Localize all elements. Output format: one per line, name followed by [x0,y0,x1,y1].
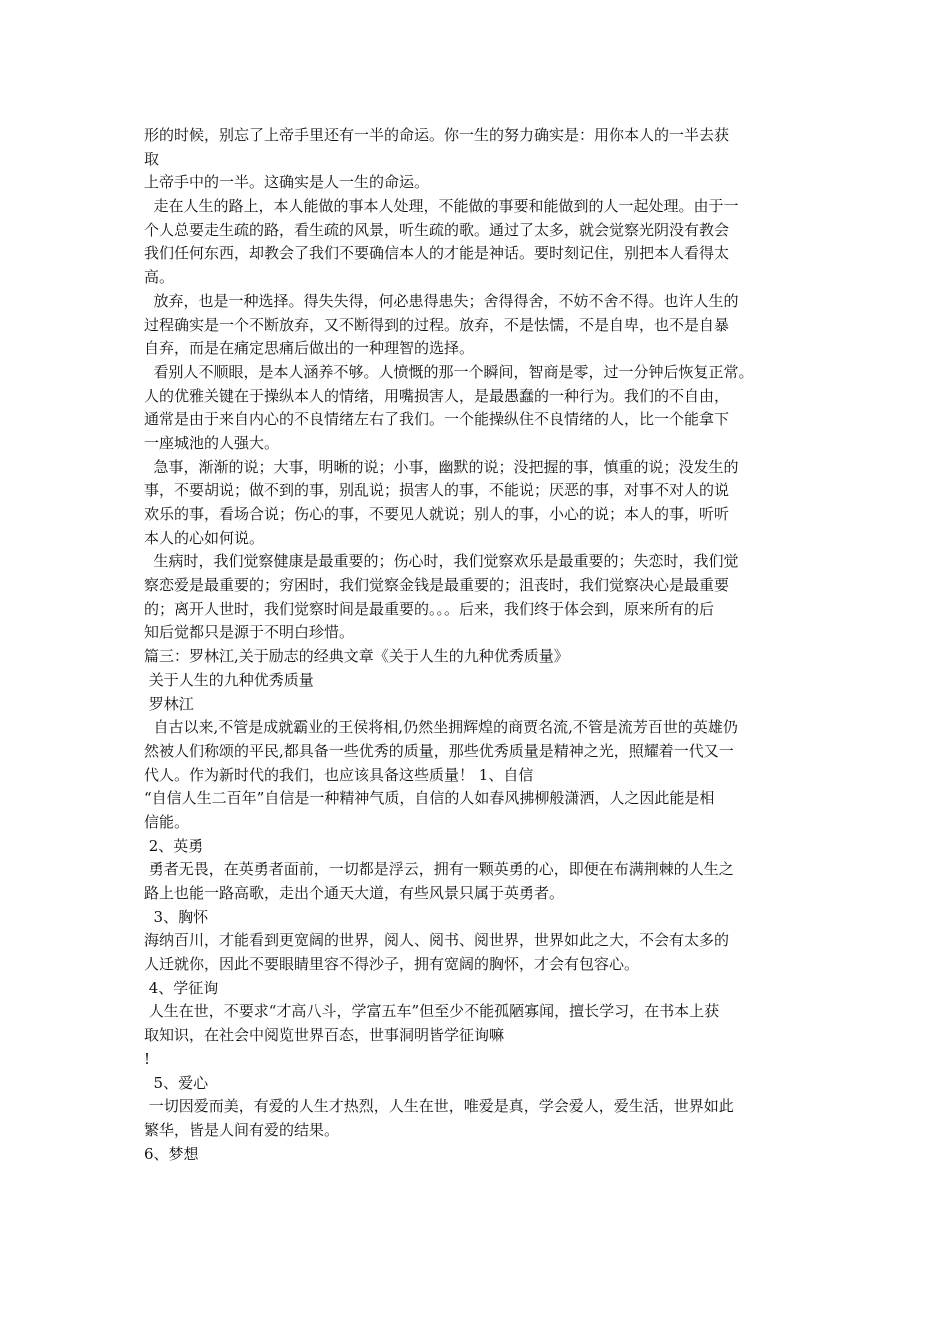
text-line: 海纳百川，才能看到更宽阔的世界，阅人、阅书、阅世界，世界如此之大，不会有太多的 [144,931,730,950]
text-line: 然被人们称颂的平民,都具备一些优秀的质量，那些优秀质量是精神之光，照耀着一代又一 [144,741,734,760]
text-line: 过程确实是一个不断放弃，又不断得到的过程。放弃，不是怯懦，不是自卑，也不是自暴 [144,315,730,334]
text-line: 2、英勇 [144,836,204,855]
text-line: 看别人不顺眼，是本人涵养不够。人愤慨的那一个瞬间，智商是零，过一分钟后恢复正常。 [144,362,754,381]
text-line: 3、胸怀 [144,907,209,926]
text-line: 6、梦想 [144,1144,199,1163]
text-line: 察恋爱是最重要的；穷困时，我们觉察金钱是最重要的；沮丧时，我们觉察决心是最重要 [144,576,730,595]
text-line: 欢乐的事，看场合说；伤心的事，不要见人就说；别人的事，小心的说；本人的事，听听 [144,505,730,523]
text-line: 自弃，而是在痛定思痛后做出的一种理智的选择。 [144,339,475,358]
text-line: 路上也能一路高歌，走出个通天大道，有些风景只属于英勇者。 [144,884,565,902]
text-line: 一切因爱而美，有爱的人生才热烈，人生在世，唯爱是真，学会爱人，爱生活，世界如此 [144,1097,734,1116]
text-line: 生病时，我们觉察健康是最重要的；伤心时，我们觉察欢乐是最重要的；失恋时，我们觉 [144,552,739,571]
text-line: “自信人生二百年”自信是一种精神气质，自信的人如春风拂柳般潇洒，人之因此能是相 [144,789,715,808]
text-line: 篇三：罗林江,关于励志的经典文章《关于人生的九种优秀质量》 [144,647,569,666]
text-line: 代人。作为新时代的我们，也应该具备这些质量！ 1、自信 [144,765,534,784]
text-line: 形的时候，别忘了上帝手里还有一半的命运。你一生的努力确实是：用你本人的一半去获 [144,126,730,144]
text-line: 取知识，在社会中阅览世界百态，世事洞明皆学征询嘛 [144,1026,505,1045]
text-line: 繁华，皆是人间有爱的结果。 [144,1120,340,1139]
text-line: 取 [144,149,160,168]
text-line: 我们任何东西，却教会了我们不要确信本人的才能是神话。要时刻记住，别把本人看得太 [144,244,730,263]
text-line: 高。 [144,268,175,287]
text-line: 人的优雅关键在于操纵本人的情绪，用嘴损害人，是最愚蠢的一种行为。我们的不自由， [144,386,730,405]
text-line: 上帝手中的一半。这确实是人一生的命运。 [144,173,430,192]
text-line: 信能。 [144,812,190,831]
text-line: 一座城池的人强大。 [144,433,280,452]
text-line: 急事，渐渐的说；大事，明晰的说；小事，幽默的说；没把握的事，慎重的说；没发生的 [144,457,739,476]
text-line: ! [144,1049,151,1068]
text-line: 4、学征询 [144,978,219,997]
text-line: 自古以来,不管是成就霸业的王侯将相,仍然坐拥辉煌的商贾名流,不管是流芳百世的英雄仍 [144,718,738,737]
text-line: 通常是由于来自内心的不良情绪左右了我们。一个能操纵住不良情绪的人，比一个能拿下 [144,410,730,429]
text-line: 勇者无畏，在英勇者面前，一切都是浮云，拥有一颗英勇的心，即便在布满荆棘的人生之 [144,860,734,879]
text-line: 罗林江 [144,694,194,713]
text-line: 知后觉都只是源于不明白珍惜。 [144,623,355,642]
text-line: 人迁就你，因此不要眼睛里容不得沙子，拥有宽阔的胸怀，才会有包容心。 [144,955,640,974]
text-line: 放弃，也是一种选择。得失失得，何必患得患失；舍得得舍，不妨不舍不得。也许人生的 [144,291,739,310]
text-line: 关于人生的九种优秀质量 [144,670,314,689]
document-body [144,124,814,1166]
text-line: 走在人生的路上，本人能做的事本人处理，不能做的事要和能做到的人一起处理。由于一 [144,197,739,216]
text-line: 事，不要胡说；做不到的事，别乱说；损害人的事，不能说；厌恶的事，对事不对人的说 [144,481,730,500]
text-line: 个人总要走生疏的路，看生疏的风景，听生疏的歌。通过了太多，就会觉察光阴没有教会 [144,220,730,239]
text-line: 5、爱心 [144,1073,209,1092]
text-line: 的；离开人世时，我们觉察时间是最重要的。。。后来，我们终于体会到，原来所有的后 [144,599,715,618]
text-line: 本人的心如何说。 [144,528,265,547]
text-line: 人生在世，不要求“才高八斗，学富五车”但至少不能孤陋寡闻，擅长学习，在书本上获 [144,1002,720,1021]
